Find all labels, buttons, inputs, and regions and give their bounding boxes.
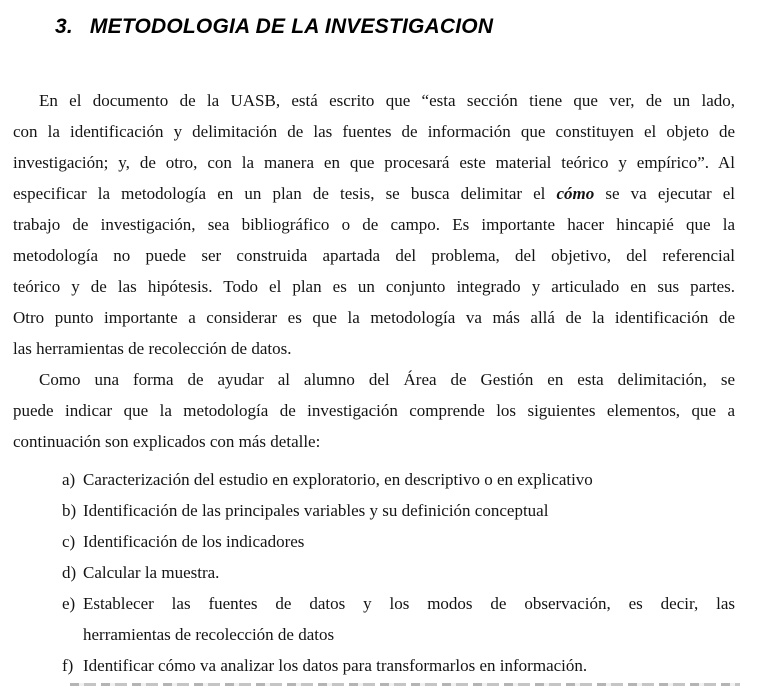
list-item-text: Identificación de las principales variables y su definición conceptual	[83, 501, 549, 520]
text-line: trabajo de investigación, sea bibliográfico o de campo. Es importante hacer hincapié que la	[13, 215, 735, 234]
list-item-e	[13, 588, 735, 619]
text-line: Otro punto importante a considerar es que la metodología va más allá de la identificación de	[13, 308, 735, 327]
text-segment: especificar la metodología en un plan de tesis, se busca delimitar el	[13, 184, 557, 203]
text-line: las herramientas de recolección de datos.	[13, 339, 292, 358]
list-item-text: Identificación de los indicadores	[83, 532, 305, 551]
section-title	[55, 15, 493, 39]
text-line: investigación; y, de otro, con la manera en que procesará este material teórico y empírico”. Al	[13, 153, 735, 172]
list-item-text: Establecer las fuentes de datos y los modos de observación, es decir, las	[83, 594, 735, 613]
list-item-c	[13, 526, 735, 557]
list-item-label: f)	[62, 656, 74, 675]
document-body	[13, 85, 735, 681]
text-line: continuación son explicados con más detalle:	[13, 432, 321, 451]
list-item-text: Identificar cómo va analizar los datos para transformarlos en información.	[83, 656, 588, 675]
section-title-text: METODOLOGIA DE LA INVESTIGACION	[89, 15, 494, 38]
text-line: Como una forma de ayudar al alumno del Área de Gestión en esta delimitación, se	[39, 370, 735, 389]
methodology-list	[13, 464, 735, 681]
list-item-d	[13, 557, 735, 588]
list-item-label: d)	[62, 563, 77, 582]
text-line: teórico y de las hipótesis. Todo el plan es un conjunto integrado y articulado en sus partes.	[13, 277, 735, 296]
list-item-e-continued	[13, 619, 735, 650]
list-item-text: herramientas de recolección de datos	[83, 625, 335, 644]
list-item-label: e)	[62, 594, 76, 613]
list-item-text: Calcular la muestra.	[83, 563, 220, 582]
next-line-cutoff-artifact	[70, 683, 740, 686]
list-item-text: Caracterización del estudio en exploratorio, en descriptivo o en explicativo	[83, 470, 593, 489]
text-line	[13, 178, 735, 209]
list-item-label: a)	[62, 470, 76, 489]
text-line: con la identificación y delimitación de las fuentes de información que constituyen el objeto de	[13, 122, 735, 141]
text-line: metodología no puede ser construida apartada del problema, del objetivo, del referencial	[13, 246, 735, 265]
list-item-label: b)	[62, 501, 77, 520]
text-line: puede indicar que la metodología de investigación comprende los siguientes elementos, que a	[13, 401, 735, 420]
text-line: En el documento de la UASB, está escrito que “esta sección tiene que ver, de un lado,	[39, 91, 735, 110]
emphasized-word: cómo	[556, 184, 595, 203]
text-segment: se va ejecutar el	[594, 184, 735, 203]
section-number: 3.	[55, 15, 73, 38]
list-item-f	[13, 650, 735, 681]
list-item-b	[13, 495, 735, 526]
paragraph-2	[13, 364, 735, 457]
list-item-label: c)	[62, 532, 76, 551]
list-item-a	[13, 464, 735, 495]
paragraph-1	[13, 85, 735, 364]
